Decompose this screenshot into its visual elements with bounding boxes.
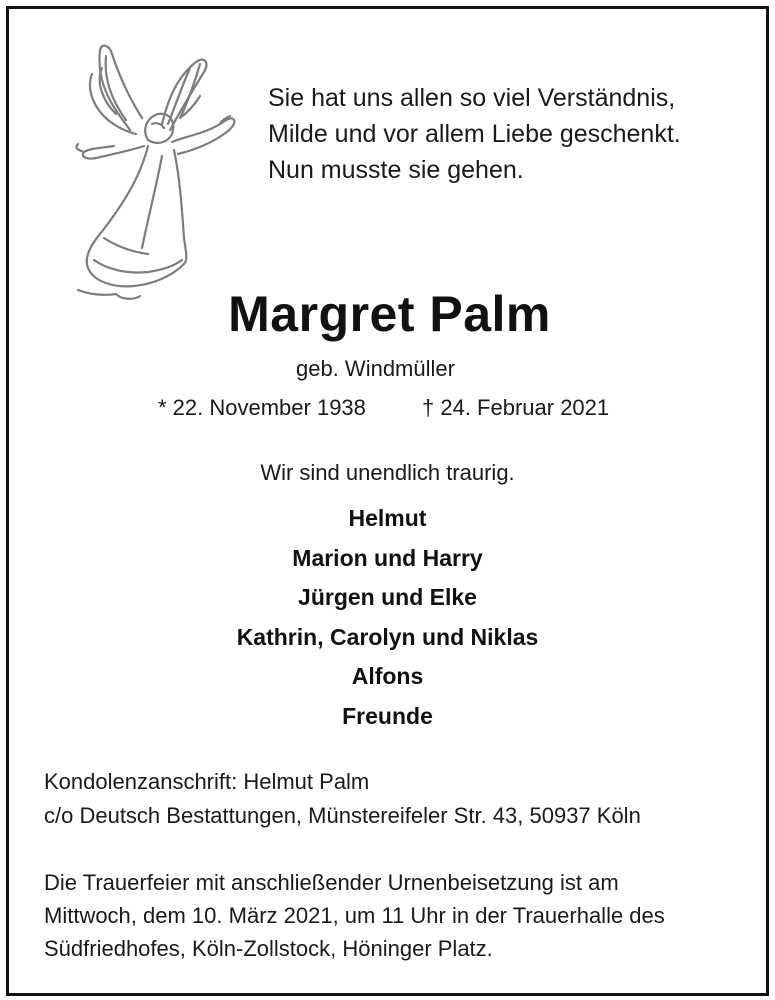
mourner-name: Alfons xyxy=(351,663,424,690)
mourner-name: Freunde xyxy=(342,702,433,729)
condolence-line: Kondolenzanschrift: Helmut Palm xyxy=(44,769,370,794)
maiden-name: geb. Windmüller xyxy=(296,356,455,381)
death-date: † 24. Februar 2021 xyxy=(422,395,610,420)
mourner-name: Jürgen und Elke xyxy=(298,584,477,611)
condolence-line: c/o Deutsch Bestattungen, Münstereifeler Str. 43, 50937 Köln xyxy=(44,803,641,828)
condolence-address xyxy=(44,765,641,833)
mourner-name: Marion und Harry xyxy=(292,544,483,571)
funeral-line: Mittwoch, dem 10. März 2021, um 11 Uhr in der Trauerhalle des xyxy=(44,903,665,928)
quote-line: Milde und vor allem Liebe geschenkt. xyxy=(268,120,681,148)
mourning-statement: Wir sind unendlich traurig. xyxy=(260,460,515,485)
angel-icon xyxy=(44,38,244,302)
birth-date: * 22. November 1938 xyxy=(158,395,366,420)
funeral-info xyxy=(44,866,665,965)
mourner-name: Helmut xyxy=(348,505,427,531)
quote-line: Nun musste sie gehen. xyxy=(268,156,524,184)
opening-quote xyxy=(268,80,681,188)
quote-line: Sie hat uns allen so viel Verständnis, xyxy=(268,84,676,112)
funeral-line: Die Trauerfeier mit anschließender Urnenbeisetzung ist am xyxy=(44,870,619,895)
funeral-line: Südfriedhofes, Köln-Zollstock, Höninger Platz. xyxy=(44,936,493,961)
mourner-name: Kathrin, Carolyn und Niklas xyxy=(236,623,539,650)
deceased-name: Margret Palm xyxy=(228,286,551,342)
mourners-list xyxy=(0,499,775,737)
